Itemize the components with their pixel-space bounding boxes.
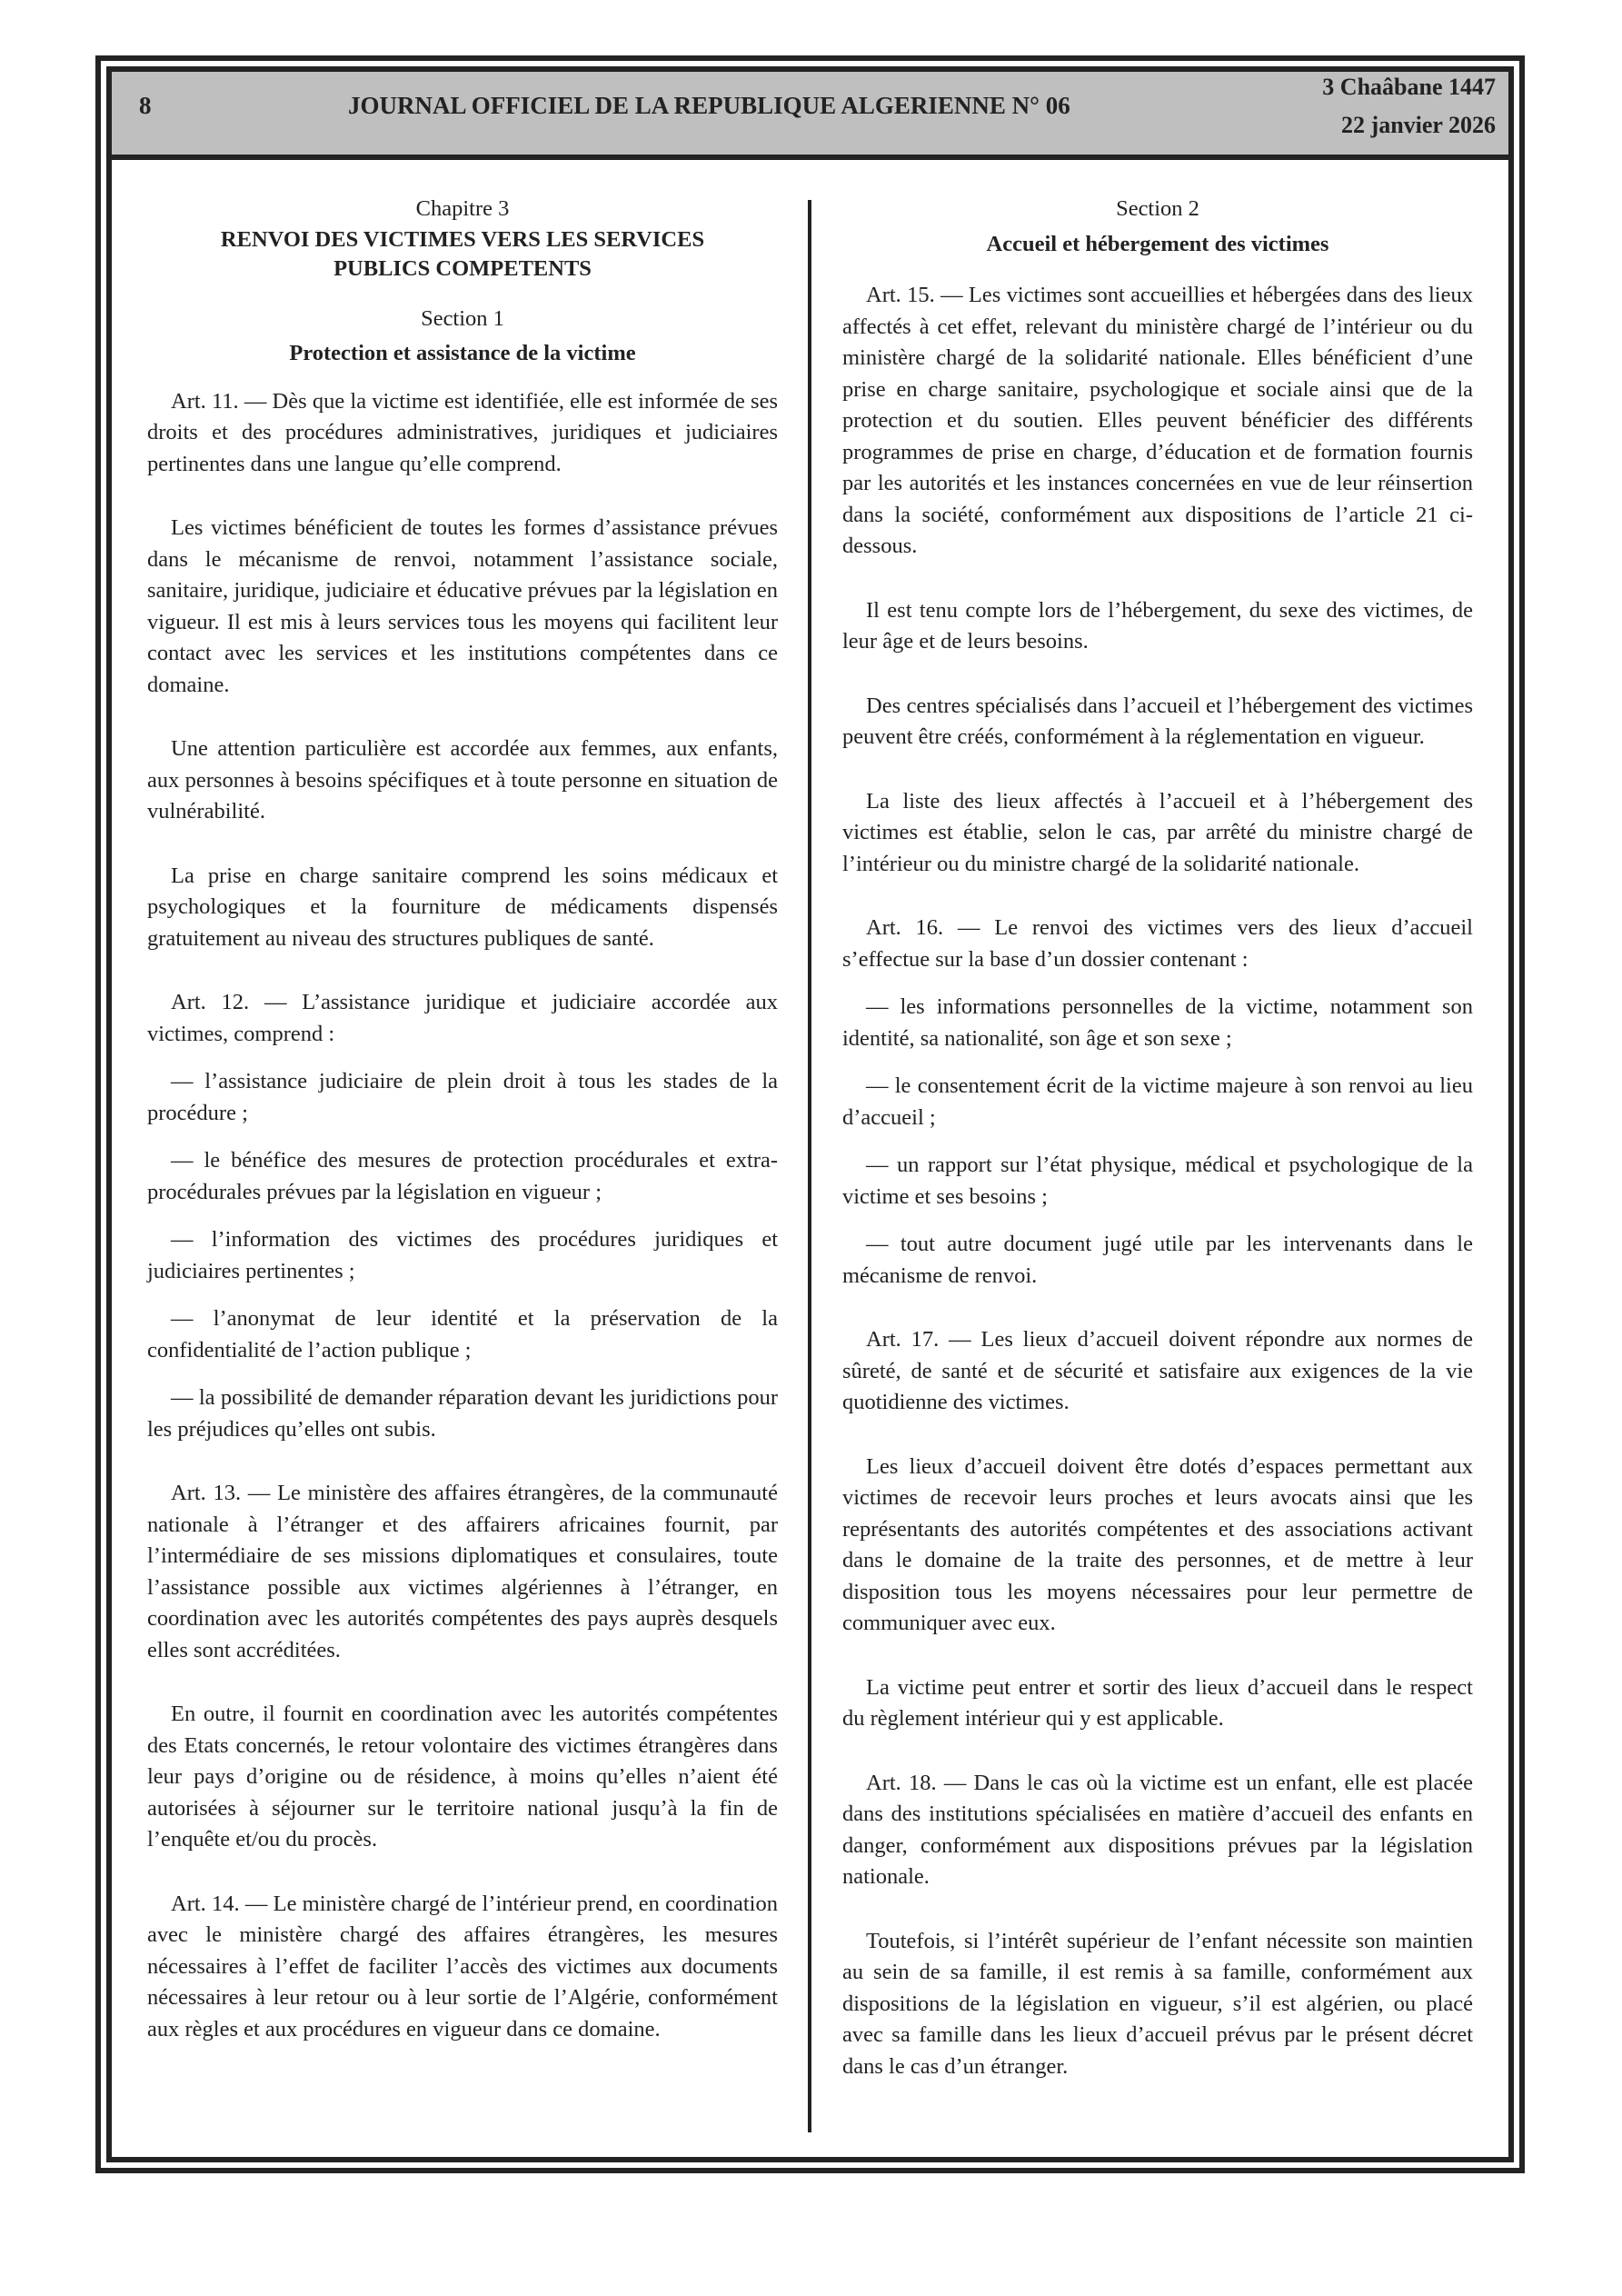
- chapter-title-line1: RENVOI DES VICTIMES VERS LES SERVICES: [220, 226, 705, 252]
- page-number: 8: [139, 92, 152, 119]
- column-divider: [808, 200, 811, 2132]
- article-17: Art. 17. — Les lieux d’accueil doivent répondre aux normes de sûreté, de santé et de sécurité et satisfaire aux exigences de la vie quotidienne des victimes.: [842, 1327, 1473, 1414]
- article-16: Art. 16. — Le renvoi des victimes vers des lieux d’accueil s’effectue sur la base d’un dossier contenant :: [842, 915, 1473, 972]
- list-item: — l’assistance judiciaire de plein droit à tous les stades de la procédure ;: [147, 1069, 778, 1125]
- section-title: Protection et assistance de la victime: [289, 341, 636, 365]
- list-item: — le consentement écrit de la victime majeure à son renvoi au lieu d’accueil ;: [842, 1073, 1473, 1130]
- list-item: — la possibilité de demander réparation devant les juridictions pour les préjudices qu’elles ont subis.: [147, 1385, 778, 1442]
- paragraph: Des centres spécialisés dans l’accueil et l’hébergement des victimes peuvent être créés, conformément à la réglementation en vigueur.: [842, 693, 1473, 749]
- list-item: — l’anonymat de leur identité et la préservation de la confidentialité de l’action publique ;: [147, 1306, 778, 1363]
- section-title: Accueil et hébergement des victimes: [986, 231, 1329, 256]
- article-15: Art. 15. — Les victimes sont accueillies et hébergées dans des lieux affectés à cet effet, relevant du ministère chargé de l’intérieur ou du ministère chargé de la solidarité nationale. Elles bénéficient d’une prise en charge sanitaire, psychologique et sociale ainsi que de la protection et du soutien. Elles peuvent bénéficier des différents programmes de prise en charge, d’éducation et de formation fournis par les autorités et les instances concernées en vue de leur réinsertion dans la société, conformément aux dispositions de l’article 21 ci-dessous.: [842, 283, 1473, 558]
- section-label: Section 2: [1116, 196, 1199, 221]
- paragraph: La prise en charge sanitaire comprend les soins médicaux et psychologiques et la fourniture de médicaments dispensés gratuitement au niveau des structures publiques de santé.: [147, 863, 778, 951]
- list-item: — le bénéfice des mesures de protection procédurales et extra-procédurales prévues par la législation en vigueur ;: [147, 1148, 778, 1204]
- article-18: Art. 18. — Dans le cas où la victime est un enfant, elle est placée dans des institutions spécialisées en matière d’accueil des enfants en danger, conformément aux dispositions prévues par la législation nationale.: [842, 1770, 1473, 1889]
- section-label: Section 1: [421, 305, 504, 331]
- paragraph: Les victimes bénéficient de toutes les formes d’assistance prévues dans le mécanisme de renvoi, notamment l’assistance sociale, sanitaire, juridique, judiciaire et éducative prévues par la législation en vigueur. Il est mis à leurs services tous les moyens qui facilitent leur contact avec les services et les institutions compétentes dans ce domaine.: [147, 515, 778, 697]
- paragraph: En outre, il fournit en coordination avec les autorités compétentes des Etats concernés, le retour volontaire des victimes étrangères dans leur pays d’origine ou de résidence, à moins qu’elles n’aient été autorisées à séjourner sur le territoire national jusqu’à la fin de l’enquête et/ou du procès.: [147, 1702, 778, 1852]
- paragraph: Toutefois, si l’intérêt supérieur de l’enfant nécessite son maintien au sein de sa famille, il est remis à sa famille, conformément aux dispositions de la législation en vigueur, s’il est algérien, ou placé avec sa famille dans les lieux d’accueil prévus par le présent décret dans le cas d’un étranger.: [842, 1928, 1473, 2079]
- list-item: — tout autre document jugé utile par les intervenants dans le mécanisme de renvoi.: [842, 1232, 1473, 1288]
- list-item: — l’information des victimes des procédures juridiques et judiciaires pertinentes ;: [147, 1227, 778, 1283]
- paragraph: La liste des lieux affectés à l’accueil et à l’hébergement des victimes est établie, selon le cas, par arrêté du ministre chargé de l’intérieur ou du ministre chargé de la solidarité nationale.: [842, 788, 1473, 876]
- article-12: Art. 12. — L’assistance juridique et judiciaire accordée aux victimes, comprend :: [147, 990, 778, 1046]
- chapter-label: Chapitre 3: [415, 196, 510, 221]
- hijri-date: 3 Chaâbane 1447: [1322, 74, 1496, 100]
- paragraph: Il est tenu compte lors de l’hébergement, du sexe des victimes, de leur âge et de leurs besoins.: [842, 597, 1473, 654]
- gregorian-date: 22 janvier 2026: [1341, 112, 1496, 138]
- paragraph: Une attention particulière est accordée aux femmes, aux enfants, aux personnes à besoins spécifiques et à toute personne en situation de vulnérabilité.: [147, 736, 778, 824]
- list-item: — les informations personnelles de la victime, notamment son identité, sa nationalité, son âge et son sexe ;: [842, 994, 1473, 1051]
- right-column: [842, 186, 1473, 2082]
- journal-title: JOURNAL OFFICIEL DE LA REPUBLIQUE ALGERIENNE N° 06: [348, 92, 1070, 119]
- paragraph: Les lieux d’accueil doivent être dotés d’espaces permettant aux victimes de recevoir leurs proches et leurs avocats ainsi que les représentants des autorités compétentes et des associations activant dans le domaine de la traite des personnes, et de mettre à leur disposition tous les moyens nécessaires pour leur permettre de communiquer avec eux.: [842, 1453, 1473, 1635]
- article-11: Art. 11. — Dès que la victime est identifiée, elle est informée de ses droits et des procédures administratives, juridiques et judiciaires pertinentes dans une langue qu’elle comprend.: [147, 388, 778, 476]
- page-header: [112, 72, 1508, 160]
- chapter-title-line2: PUBLICS COMPETENTS: [333, 255, 592, 281]
- article-14: Art. 14. — Le ministère chargé de l’intérieur prend, en coordination avec le ministère chargé des affaires étrangères, les mesures nécessaires à l’effet de faciliter l’accès des victimes aux documents nécessaires à leur retour ou à leur sortie de l’Algérie, conformément aux règles et aux procédures en vigueur dans ce domaine.: [147, 1891, 778, 2041]
- left-column: [147, 186, 778, 2045]
- list-item: — un rapport sur l’état physique, médical et psychologique de la victime et ses besoins ;: [842, 1153, 1473, 1209]
- paragraph: La victime peut entrer et sortir des lieux d’accueil dans le respect du règlement intérieur qui y est applicable.: [842, 1674, 1473, 1731]
- article-13: Art. 13. — Le ministère des affaires étrangères, de la communauté nationale à l’étranger et des affairers africaines fournit, par l’intermédiaire de ses missions diplomatiques et consulaires, toute l’assistance possible aux victimes algériennes à l’étranger, en coordination avec les autorités compétentes des pays auprès desquels elles sont accréditées.: [147, 1481, 778, 1662]
